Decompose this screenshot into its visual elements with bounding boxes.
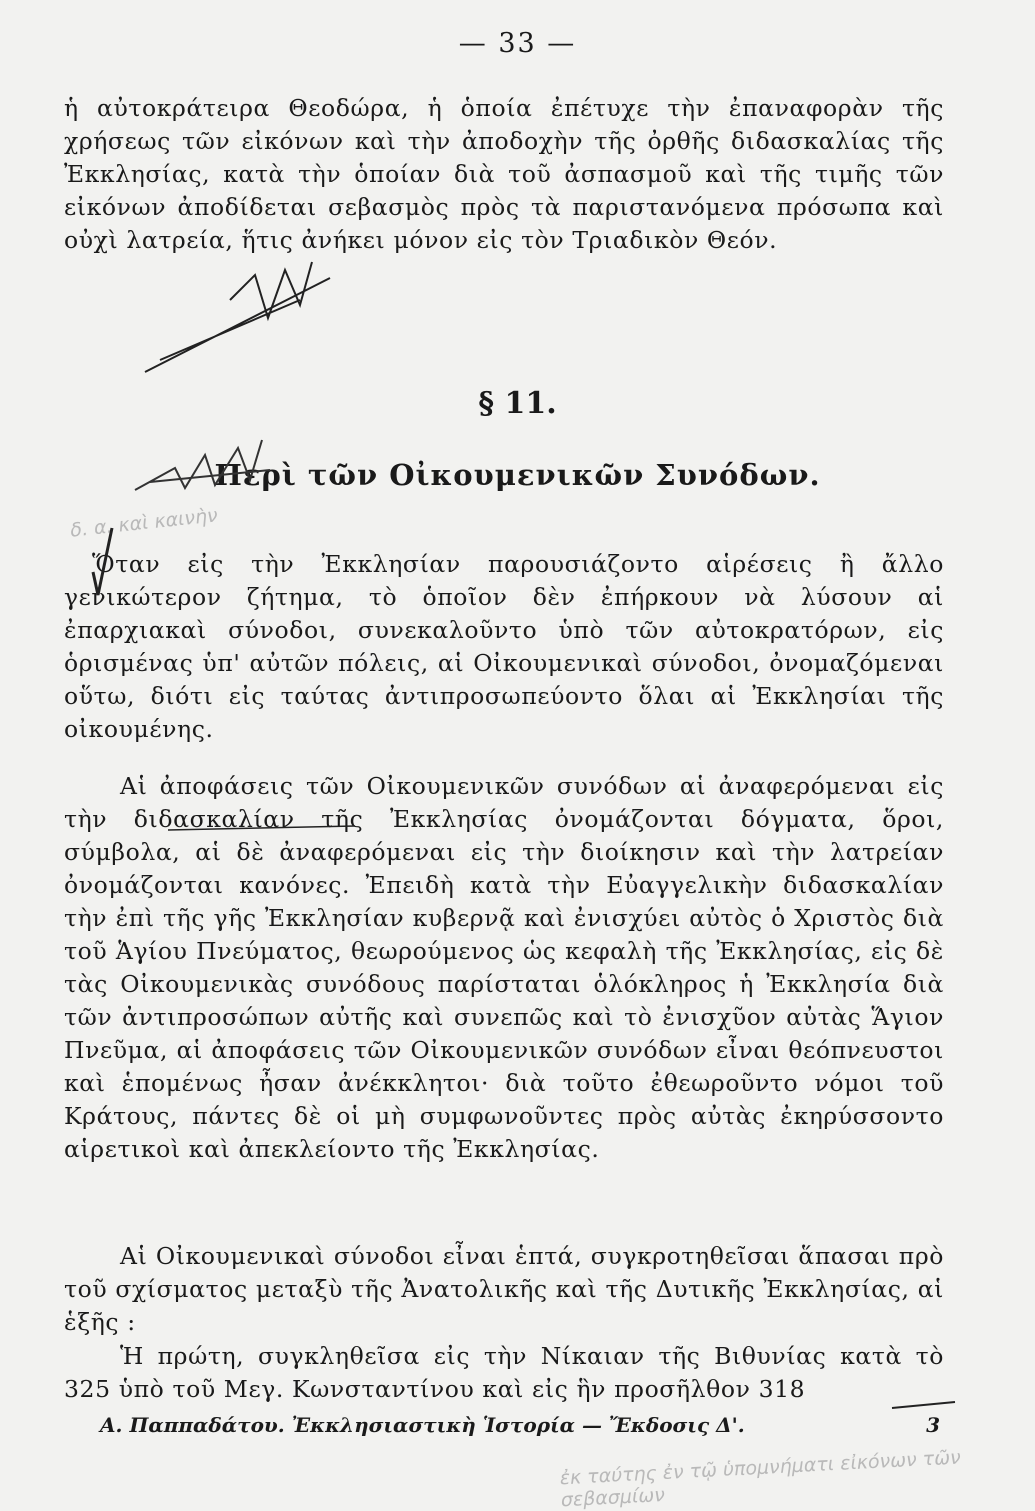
paragraph-2: Αἱ ἀποφάσεις τῶν Οἰκουμενικῶν συνόδων αἱ ἀναφερόμεναι εἰς τὴν διδασκαλίαν τῆς Ἐκκλησίας ὀνομάζονται δόγματα, ὅροι, σύμβολα, αἱ δὲ ἀναφερόμεναι εἰς τὴν διοίκησιν καὶ τὴν λατρείαν ὀνομάζονται κανόνες. Ἐπειδὴ κατὰ τὴν Εὐαγγελικὴν διδασκαλίαν τὴν ἐπὶ τῆς γῆς Ἐκκλησίαν κυβερνᾷ καὶ ἐνισχύει αὐτὸς ὁ Χριστὸς διὰ τοῦ Ἁγίου Πνεύματος, θεωρούμενος ὡς κεφαλὴ τῆς Ἐκκλησίας, εἰς δὲ τὰς Οἰκουμενικὰς συνόδους παρίσταται ὁλόκληρος ἡ Ἐκκλησία διὰ τῶν ἀντιπροσώπων αὐτῆς καὶ συνεπῶς καὶ τὸ ἐνισχῦον αὐτὰς Ἅγιον Πνεῦμα, αἱ ἀποφάσεις τῶν Οἰκουμενικῶν συνόδων εἶναι θεόπνευστοι καὶ ἑπομένως ἦσαν ἀνέκκλητοι· διὰ τοῦτο ἐθεωροῦντο νόμοι τοῦ Κράτους, πάντες δὲ οἱ μὴ συμφωνοῦντες πρὸς αὐτὰς ἐκηρύσσοντο αἱρετικοὶ καὶ ἀπεκλείοντο τῆς Ἐκκλησίας. [64,772,944,1163]
page-number: — 33 — [458,28,577,59]
section-heading: Περὶ τῶν Οἰκουμενικῶν Συνόδων. [214,458,821,492]
page-footer [100,1413,940,1437]
paragraph-3: Αἱ Οἰκουμενικαὶ σύνοδοι εἶναι ἑπτά, συγκροτηθεῖσαι ἅπασαι πρὸ τοῦ σχίσματος μεταξὺ τῆς Ἀνατολικῆς καὶ τῆς Δυτικῆς Ἐκκλησίας, αἱ ἑξῆς : [64,1242,944,1336]
section-mark: § 11. [478,386,557,421]
pencil-note-bottom: ἐκ ταύτης ἐν τῷ ὑπομνήματι εἰκόνων τῶν σεβασμίων [559,1446,962,1511]
signature-number: 3 [926,1413,940,1437]
strike-scribble [145,262,330,372]
pencil-note-top: δ. α. καὶ καινὴν [69,504,219,542]
intro-paragraph: ἡ αὐτοκράτειρα Θεοδώρα, ἡ ὁποία ἐπέτυχε τὴν ἐπαναφορὰν τῆς χρήσεως τῶν εἰκόνων καὶ τὴν ἀποδοχὴν τῆς ὀρθῆς διδασκαλίας τῆς Ἐκκλησίας, κατὰ τὴν ὁποίαν διὰ τοῦ ἀσπασμοῦ καὶ τῆς τιμῆς τῶν εἰκόνων ἀποδίδεται σεβασμὸς πρὸς τὰ παριστανόμενα πρόσωπα καὶ οὐχὶ λατρεία, ἥτις ἀνήκει μόνον εἰς τὸν Τριαδικὸν Θεόν. [64,94,944,254]
footer-citation: Α. Παππαδάτου. Ἐκκλησιαστικὴ Ἱστορία — Ἔκδοσις Δ'. [100,1413,745,1437]
paragraph-4: Ἡ πρώτη, συγκληθεῖσα εἰς τὴν Νίκαιαν τῆς Βιθυνίας κατὰ τὸ 325 ὑπὸ τοῦ Μεγ. Κωνσταντίνου καὶ εἰς ἣν προσῆλθον 318 [64,1342,944,1403]
paragraph-1: Ὅταν εἰς τὴν Ἐκκλησίαν παρουσιάζοντο αἱρέσεις ἢ ἄλλο γενικώτερον ζήτημα, τὸ ὁποῖον δὲν ἐπήρκουν νὰ λύσουν αἱ ἐπαρχιακαὶ σύνοδοι, συνεκαλοῦντο ὑπὸ τῶν αὐτοκρατόρων, εἰς ὁρισμένας ὑπ' αὐτῶν πόλεις, αἱ Οἰκουμενικαὶ σύνοδοι, ὀνομαζόμεναι οὕτω, διότι εἰς ταύτας ἀντιπροσωπεύοντο ὅλαι αἱ Ἐκκλησίαι τῆς οἰκουμένης. [64,550,944,743]
